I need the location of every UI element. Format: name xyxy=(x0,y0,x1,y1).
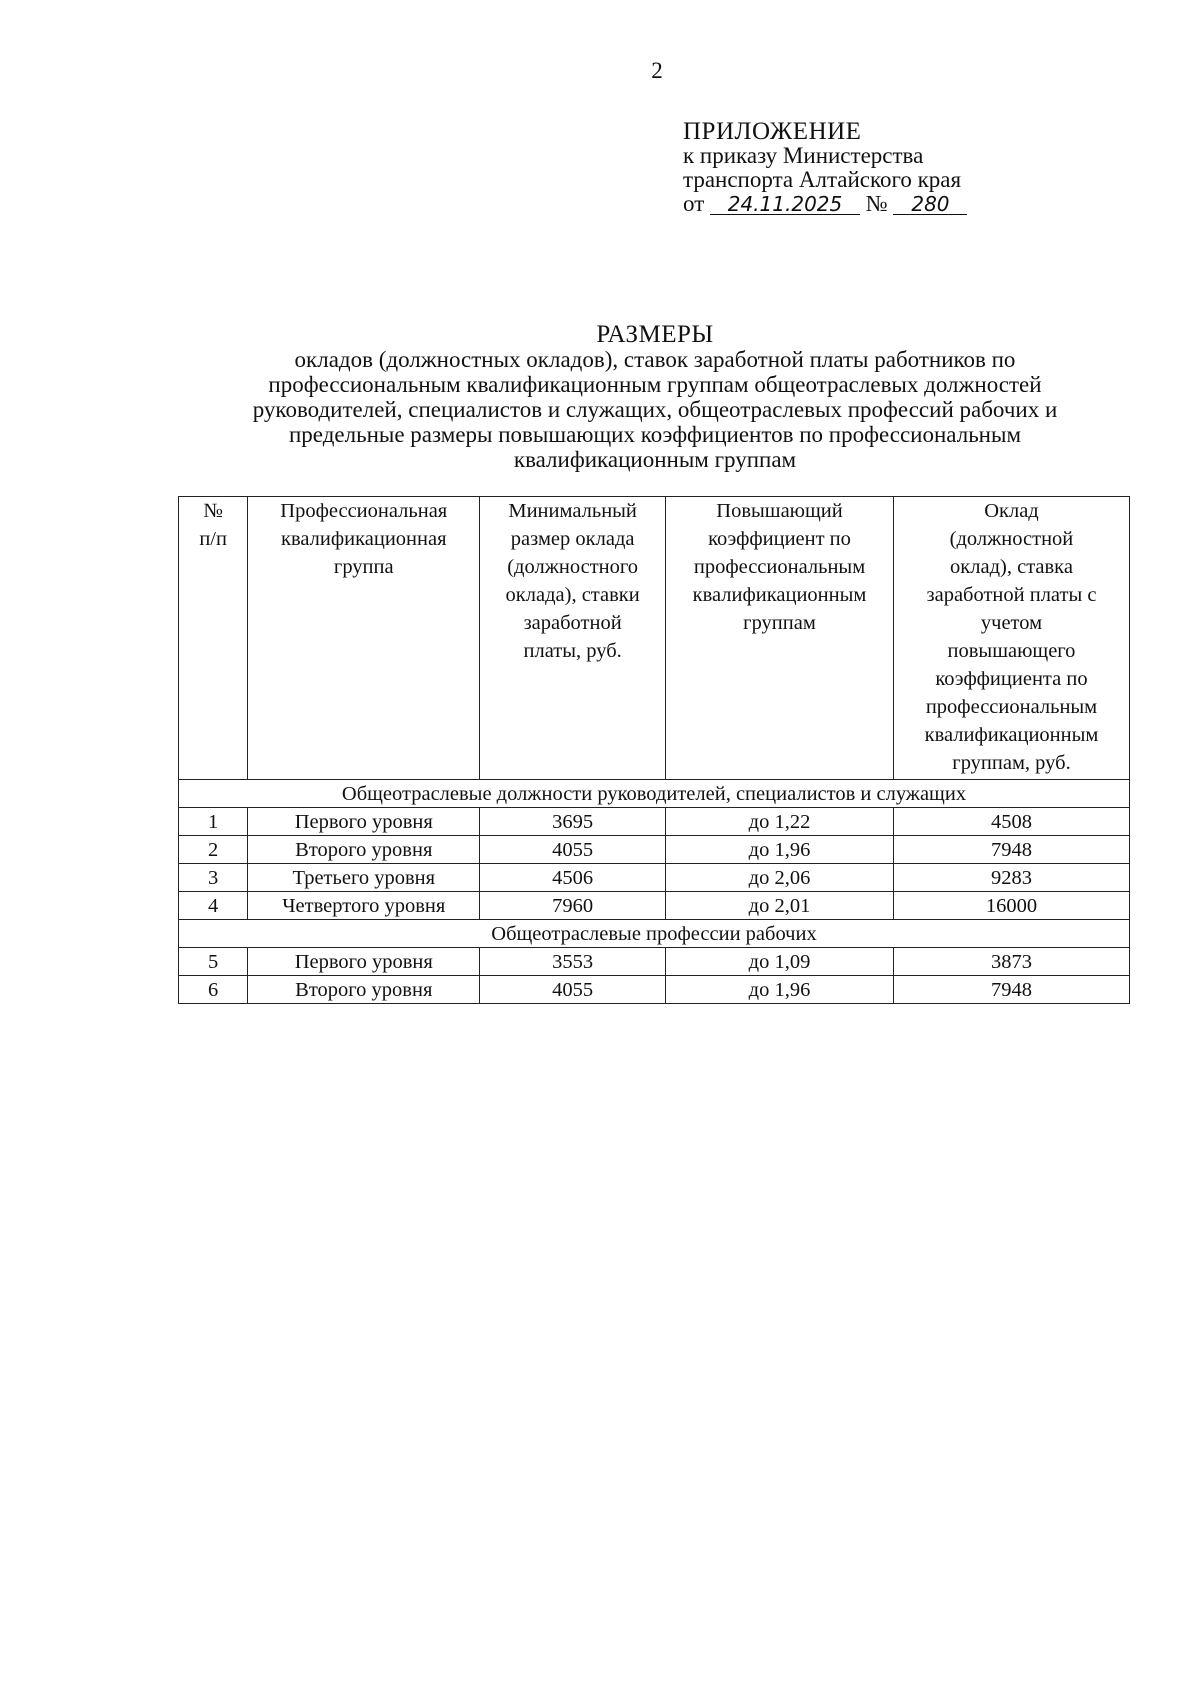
header-min-salary xyxy=(480,497,666,780)
header-line: группам, руб. xyxy=(952,752,1071,774)
cell-num: 5 xyxy=(179,948,248,976)
header-line: п/п xyxy=(199,528,227,550)
order-date-handwritten: 24.11.2025 xyxy=(710,194,860,215)
from-label: от xyxy=(683,191,705,216)
table-row xyxy=(179,976,1130,1004)
header-coefficient xyxy=(666,497,894,780)
subtitle-line: предельные размеры повышающих коэффициентов по профессиональным xyxy=(288,422,1021,447)
header-line: заработной платы с xyxy=(926,584,1097,606)
cell-salary: 3873 xyxy=(893,948,1129,976)
header-line: (должностной xyxy=(949,528,1074,550)
cell-num: 4 xyxy=(179,892,248,920)
header-line: квалификационным xyxy=(692,584,867,606)
cell-num: 3 xyxy=(179,864,248,892)
cell-group: Первого уровня xyxy=(248,808,480,836)
cell-group: Второго уровня xyxy=(248,976,480,1004)
cell-num: 2 xyxy=(179,836,248,864)
header-line: оклад), ставка xyxy=(950,556,1073,578)
header-line: учетом xyxy=(980,612,1043,634)
page-number: 2 xyxy=(651,58,663,83)
header-line: заработной xyxy=(523,612,622,634)
cell-coef: до 2,06 xyxy=(666,864,894,892)
subtitle-line: окладов (должностных окладов), ставок заработной платы работников по xyxy=(294,347,1016,372)
table-row xyxy=(179,948,1130,976)
header-line: Оклад xyxy=(984,500,1039,522)
cell-min: 4055 xyxy=(480,976,666,1004)
header-line: (должностного xyxy=(507,556,639,578)
section-row xyxy=(179,780,1130,808)
salary-table xyxy=(178,496,1130,1004)
appendix-line-2: транспорта Алтайского края xyxy=(683,167,962,192)
cell-salary: 4508 xyxy=(893,808,1129,836)
table-row xyxy=(179,836,1130,864)
cell-salary: 16000 xyxy=(893,892,1129,920)
order-number-handwritten: 280 xyxy=(893,194,967,215)
header-line: квалификационная xyxy=(281,528,447,550)
cell-coef: до 1,22 xyxy=(666,808,894,836)
document-title: РАЗМЕРЫ xyxy=(596,321,714,348)
subtitle-line: квалификационным группам xyxy=(513,447,797,472)
cell-coef: до 1,09 xyxy=(666,948,894,976)
cell-min: 3553 xyxy=(480,948,666,976)
number-label: № xyxy=(865,191,888,216)
header-line: повышающего xyxy=(947,640,1076,662)
header-num xyxy=(179,497,248,780)
cell-min: 3695 xyxy=(480,808,666,836)
order-date-number xyxy=(683,192,967,216)
header-group xyxy=(248,497,480,780)
cell-coef: до 1,96 xyxy=(666,976,894,1004)
section-title-2: Общеотраслевые профессии рабочих xyxy=(179,920,1130,948)
cell-group: Третьего уровня xyxy=(248,864,480,892)
header-line: профессиональным xyxy=(693,556,866,578)
appendix-title: ПРИЛОЖЕНИЕ xyxy=(683,118,862,145)
header-line: группа xyxy=(333,556,394,578)
cell-num: 1 xyxy=(179,808,248,836)
subtitle-line: профессиональным квалификационным группам общеотраслевых должностей xyxy=(268,372,1042,397)
header-line: группам xyxy=(743,612,816,634)
header-line: размер оклада xyxy=(510,528,635,550)
cell-salary: 7948 xyxy=(893,836,1129,864)
cell-min: 4506 xyxy=(480,864,666,892)
header-line: № xyxy=(203,500,223,522)
header-line: профессиональным xyxy=(925,696,1098,718)
cell-salary: 9283 xyxy=(893,864,1129,892)
cell-coef: до 1,96 xyxy=(666,836,894,864)
header-line: Минимальный xyxy=(508,500,637,522)
cell-min: 4055 xyxy=(480,836,666,864)
header-line: коэффициент по xyxy=(708,528,851,550)
section-row xyxy=(179,920,1130,948)
cell-group: Второго уровня xyxy=(248,836,480,864)
cell-coef: до 2,01 xyxy=(666,892,894,920)
table-row xyxy=(179,892,1130,920)
appendix-line-1: к приказу Министерства xyxy=(683,143,924,168)
appendix-block xyxy=(683,120,967,216)
header-line: платы, руб. xyxy=(523,640,622,662)
table-row xyxy=(179,808,1130,836)
header-line: коэффициента по xyxy=(935,668,1088,690)
cell-min: 7960 xyxy=(480,892,666,920)
table-row xyxy=(179,864,1130,892)
header-line: оклада), ставки xyxy=(505,584,640,606)
cell-salary: 7948 xyxy=(893,976,1129,1004)
section-title-1: Общеотраслевые должности руководителей, специалистов и служащих xyxy=(179,780,1130,808)
cell-group: Первого уровня xyxy=(248,948,480,976)
header-line: Профессиональная xyxy=(280,500,448,522)
table-header-row xyxy=(179,497,1130,780)
header-line: Повышающий xyxy=(716,500,843,522)
header-line: квалификационным xyxy=(924,724,1099,746)
cell-group: Четвертого уровня xyxy=(248,892,480,920)
document-title-block xyxy=(175,322,1135,472)
subtitle-line: руководителей, специалистов и служащих, общеотраслевых профессий рабочих и xyxy=(252,397,1058,422)
header-salary xyxy=(893,497,1129,780)
cell-num: 6 xyxy=(179,976,248,1004)
